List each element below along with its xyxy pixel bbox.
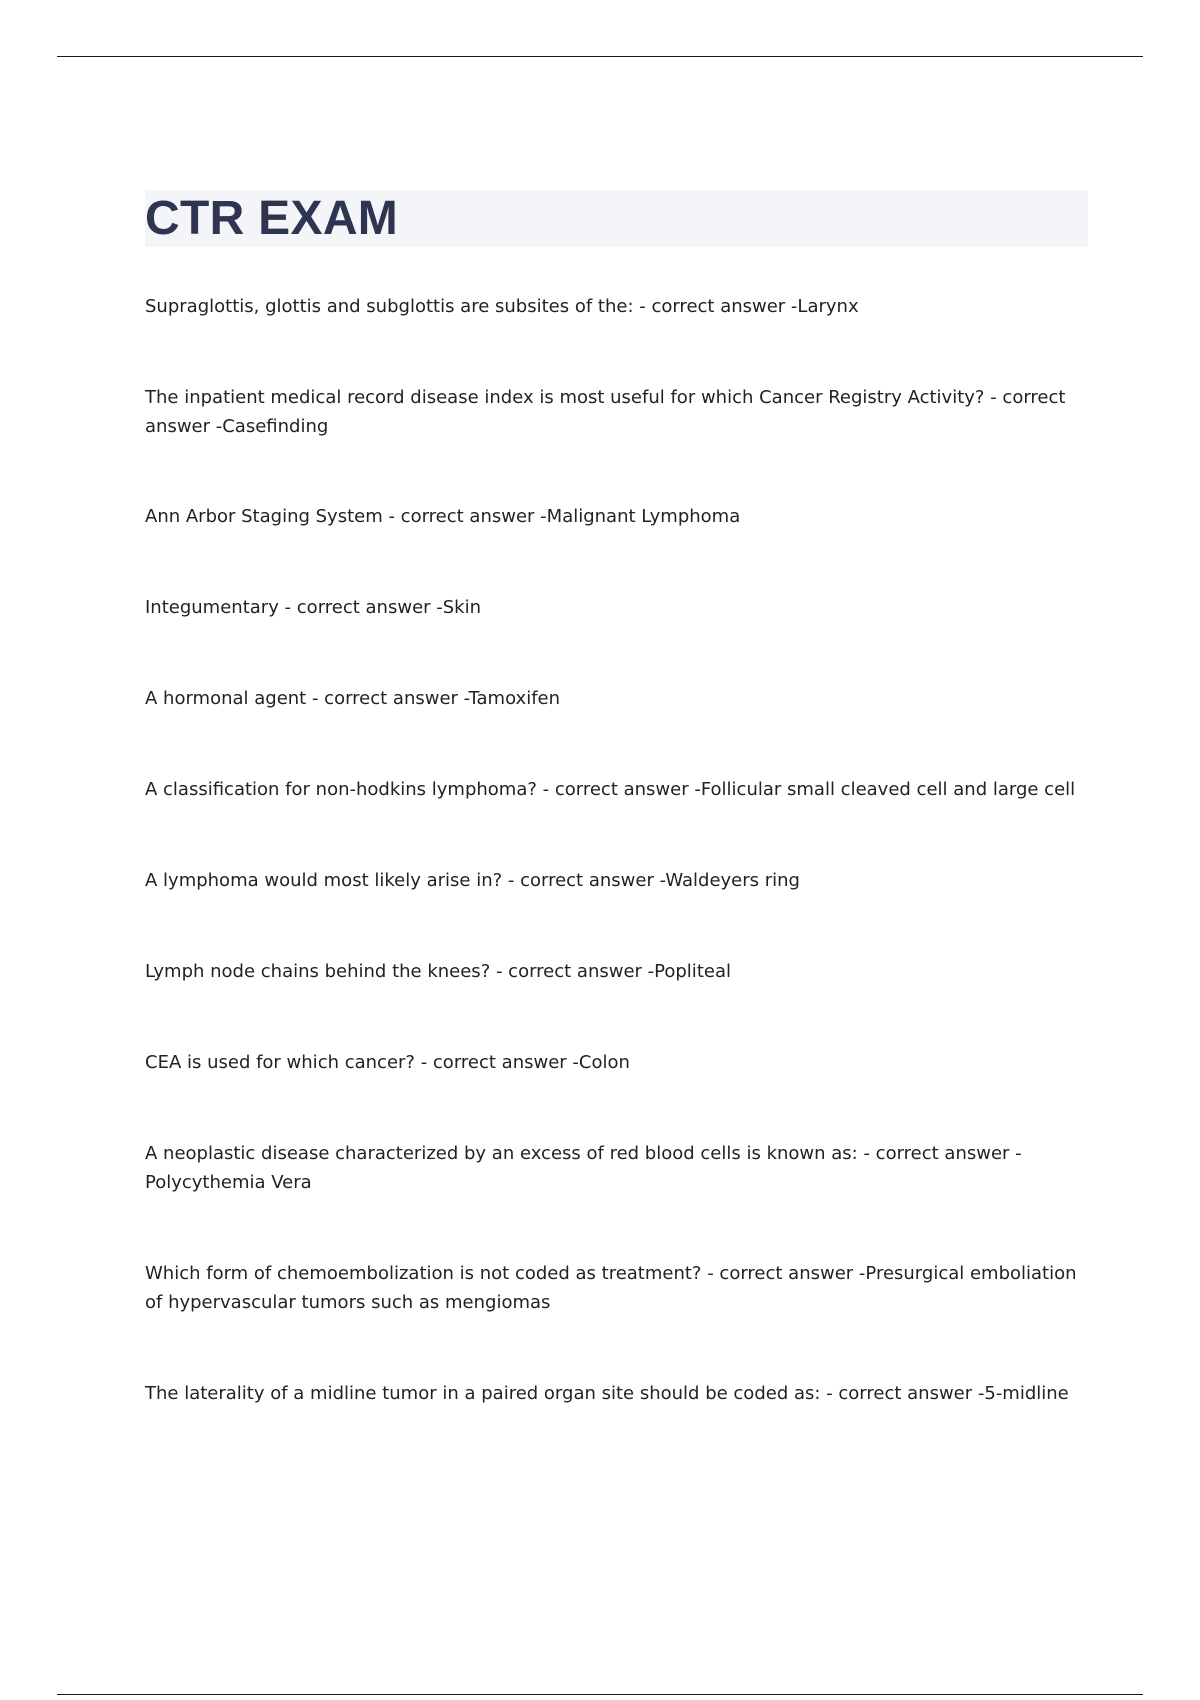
qa-item: A neoplastic disease characterized by an excess of red blood cells is known as: - correct answer -Polycythemia Vera [145,1143,1022,1193]
qa-item: Lymph node chains behind the knees? - correct answer -Popliteal [145,961,731,982]
qa-item: Ann Arbor Staging System - correct answer -Malignant Lymphoma [145,506,741,527]
qa-item: Integumentary - correct answer -Skin [145,597,482,618]
qa-item: The inpatient medical record disease index is most useful for which Cancer Registry Activity? - correct answer -Casefinding [145,387,1066,437]
qa-item: A hormonal agent - correct answer -Tamoxifen [145,688,561,709]
page-title: CTR EXAM [145,192,399,245]
qa-item: CEA is used for which cancer? - correct answer -Colon [145,1052,630,1073]
qa-item: Which form of chemoembolization is not coded as treatment? - correct answer -Presurgical emboliation of hypervascular tumors such as mengiomas [145,1263,1077,1313]
bottom-divider [57,1694,1143,1695]
qa-item: A lymphoma would most likely arise in? - correct answer -Waldeyers ring [145,870,800,891]
qa-item: The laterality of a midline tumor in a paired organ site should be coded as: - correct answer -5-midline [145,1383,1069,1404]
qa-item: A classification for non-hodkins lymphoma? - correct answer -Follicular small cleaved cell and large cell [145,779,1076,800]
qa-item: Supraglottis, glottis and subglottis are subsites of the: - correct answer -Larynx [145,296,859,317]
title-banner [145,190,1088,247]
top-divider [57,56,1143,57]
